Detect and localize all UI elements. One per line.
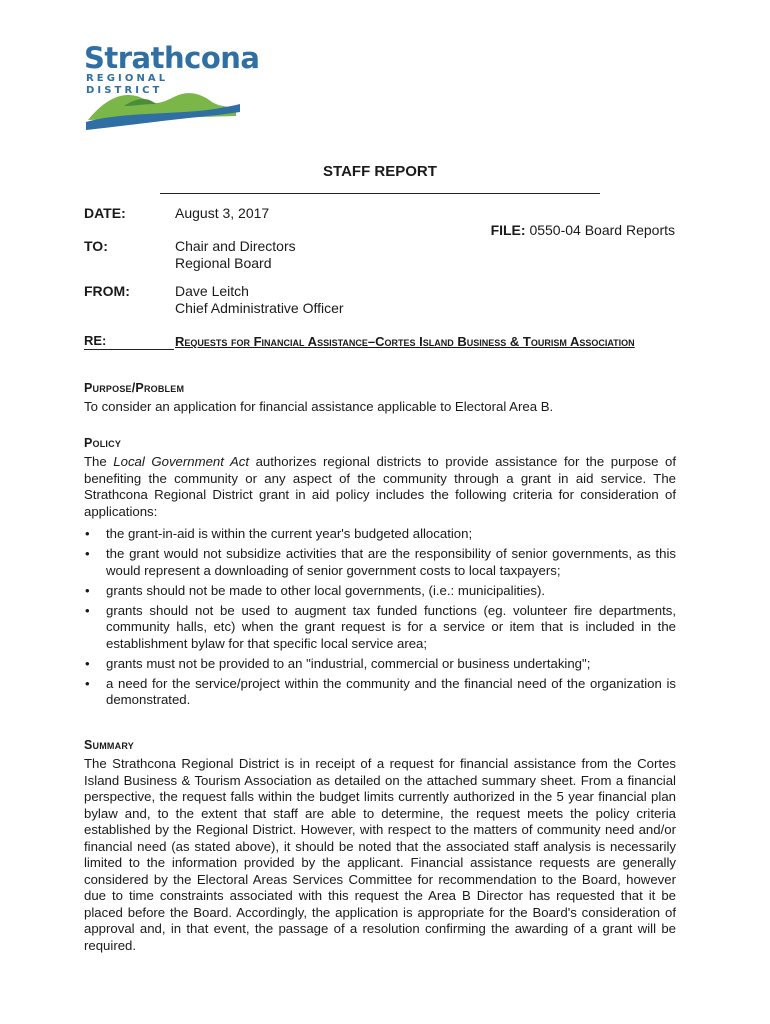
file-reference: [491, 222, 675, 238]
re-label: RE:: [84, 333, 174, 350]
title-divider: [160, 193, 600, 194]
logo-name: Strathcona: [84, 41, 260, 75]
bullet-icon: •: [85, 602, 90, 618]
criteria-text: the grant-in-aid is within the current year's budgeted allocation;: [106, 526, 473, 541]
criteria-text: a need for the service/project within the community and the financial need of the organization is demonstrated.: [106, 675, 676, 707]
list-item: [84, 676, 676, 709]
criteria-text: the grant would not subsidize activities that are the responsibility of senior governments, as this would represent a downloading of senior government costs to local taxpayers;: [106, 546, 676, 578]
from-line-2: Chief Administrative Officer: [175, 300, 344, 316]
summary-text: The Strathcona Regional District is in receipt of a request for financial assistance from the Cortes Island Business & Tourism Association as detailed on the attached summary sheet. From a financial perspective, the request falls within the budget limits currently authorized in the 5 year financial plan bylaw and, to the extent that staff are able to determine, the request meets the policy criteria established by the Regional District. However, with respect to the matters of community need and/or financial need (as stated above), it should be noted that the associated staff analysis is necessarily limited to the information provided by the applicant. Financial assistance requests are generally considered by the Electoral Areas Services Committee for recommendation to the Board, however due to time constraints associated with this request the Area B Director has requested that it be placed before the Board. Accordingly, the application is appropriate for the Board's consideration of approval and, in that event, the passage of a resolution confirming the awarding of a grant will be required.: [84, 756, 676, 953]
list-item: [84, 583, 676, 600]
strathcona-logo: [84, 41, 260, 132]
criteria-text: grants must not be provided to an "industrial, commercial or business undertaking";: [106, 655, 591, 671]
criteria-text: grants should not be used to augment tax funded functions (eg. volunteer fire departments, community halls, etc) when the grant request is for a service or item that is included in the establishment bylaw for that specific local service area;: [106, 602, 676, 651]
date-label: DATE:: [84, 205, 126, 221]
policy-intro: [84, 454, 676, 520]
policy-heading: Policy: [84, 436, 122, 450]
list-item: [84, 526, 676, 543]
bullet-icon: •: [85, 655, 90, 671]
to-line-2: Regional Board: [175, 255, 272, 271]
policy-act-name: Local Government Act: [113, 454, 250, 469]
to-recipients: [175, 238, 296, 272]
logo-subtitle: REGIONAL DISTRICT: [86, 73, 169, 96]
from-line-1: Dave Leitch: [175, 283, 249, 299]
purpose-heading: Purpose/Problem: [84, 381, 185, 395]
bullet-icon: •: [85, 675, 90, 691]
to-line-1: Chair and Directors: [175, 238, 296, 254]
purpose-text: To consider an application for financial assistance applicable to Electoral Area B.: [84, 399, 554, 414]
list-item: [84, 656, 676, 673]
from-label: FROM:: [84, 283, 130, 299]
from-sender: [175, 283, 344, 317]
bullet-icon: •: [85, 526, 90, 541]
bullet-icon: •: [85, 582, 90, 598]
policy-criteria-list: [84, 526, 676, 712]
bullet-icon: •: [85, 546, 90, 561]
mountain-water-logo-icon: [84, 86, 244, 130]
date-value: August 3, 2017: [175, 205, 270, 221]
list-item: [84, 603, 676, 653]
policy-intro-start: The: [84, 454, 114, 469]
re-subject: Requests for Financial Assistance–Cortes Island Business & Tourism Association: [175, 334, 635, 349]
file-label: FILE:: [490, 222, 526, 238]
summary-heading: Summary: [84, 738, 134, 752]
criteria-text: grants should not be made to other local governments, (i.e.: municipalities).: [106, 582, 546, 598]
report-title: STAFF REPORT: [323, 163, 437, 180]
to-label: TO:: [84, 238, 108, 254]
file-value: 0550-04 Board Reports: [529, 222, 675, 238]
list-item: [84, 546, 676, 579]
policy-intro-rest: authorizes regional districts to provide assistance for the purpose of benefiting the community or any aspect of the community through a grant in aid service. The Strathcona Regional District grant in aid policy includes the following criteria for consideration of applications:: [84, 454, 676, 519]
